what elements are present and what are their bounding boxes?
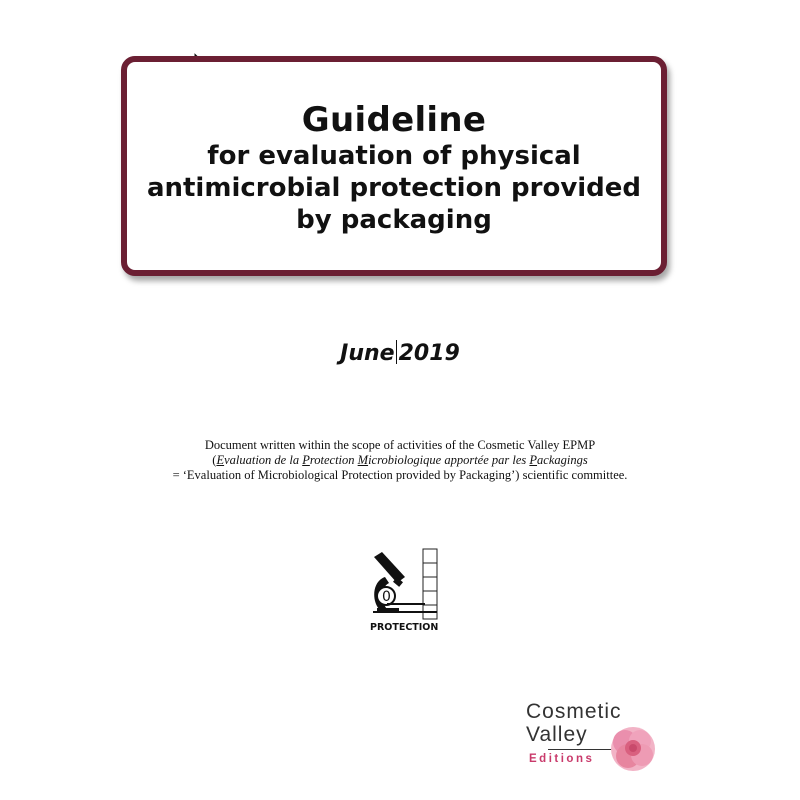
document-subtitle-line-1: for evaluation of physical: [207, 141, 581, 171]
text-caret: [396, 340, 397, 364]
description-line-1: Document written within the scope of activities of the Cosmetic Valley EPMP: [204, 438, 596, 452]
epmp-microscope-logo: [367, 547, 442, 637]
desc-initial-e: E: [216, 453, 225, 467]
cv-logo-line-2: Valley: [526, 723, 588, 746]
cv-logo-editions: Editions: [529, 753, 595, 765]
desc-part: (: [212, 453, 217, 467]
title-box: [121, 56, 667, 276]
document-description: [0, 438, 800, 483]
description-line-3: = ‘Evaluation of Microbiological Protection provided by Packaging’) scientific committee.: [172, 468, 628, 482]
epmp-digit: 0: [382, 589, 391, 605]
rose-flower-icon: [607, 722, 659, 774]
publication-date: [0, 340, 800, 366]
epmp-label: PROTECTION: [370, 622, 439, 633]
desc-initial-p2: P: [529, 453, 538, 467]
date-year: 2019: [398, 341, 460, 366]
desc-part: rotection: [309, 453, 358, 467]
document-subtitle-line-3: by packaging: [296, 205, 492, 235]
desc-part: icrobiologique apportée par les: [368, 453, 530, 467]
document-subtitle-line-2: antimicrobial protection provided: [146, 173, 642, 203]
desc-part: ackagings: [537, 453, 588, 467]
description-line-2: [0, 453, 800, 468]
date-month: June: [340, 341, 395, 366]
cv-logo-line-1: Cosmetic: [526, 700, 622, 723]
document-title: Guideline: [301, 100, 487, 140]
desc-initial-m: M: [357, 453, 369, 467]
desc-initial-p: P: [302, 453, 310, 467]
cosmetic-valley-logo: [520, 700, 660, 780]
ruler-grid-icon: [423, 549, 437, 619]
desc-part: valuation de la: [224, 453, 303, 467]
